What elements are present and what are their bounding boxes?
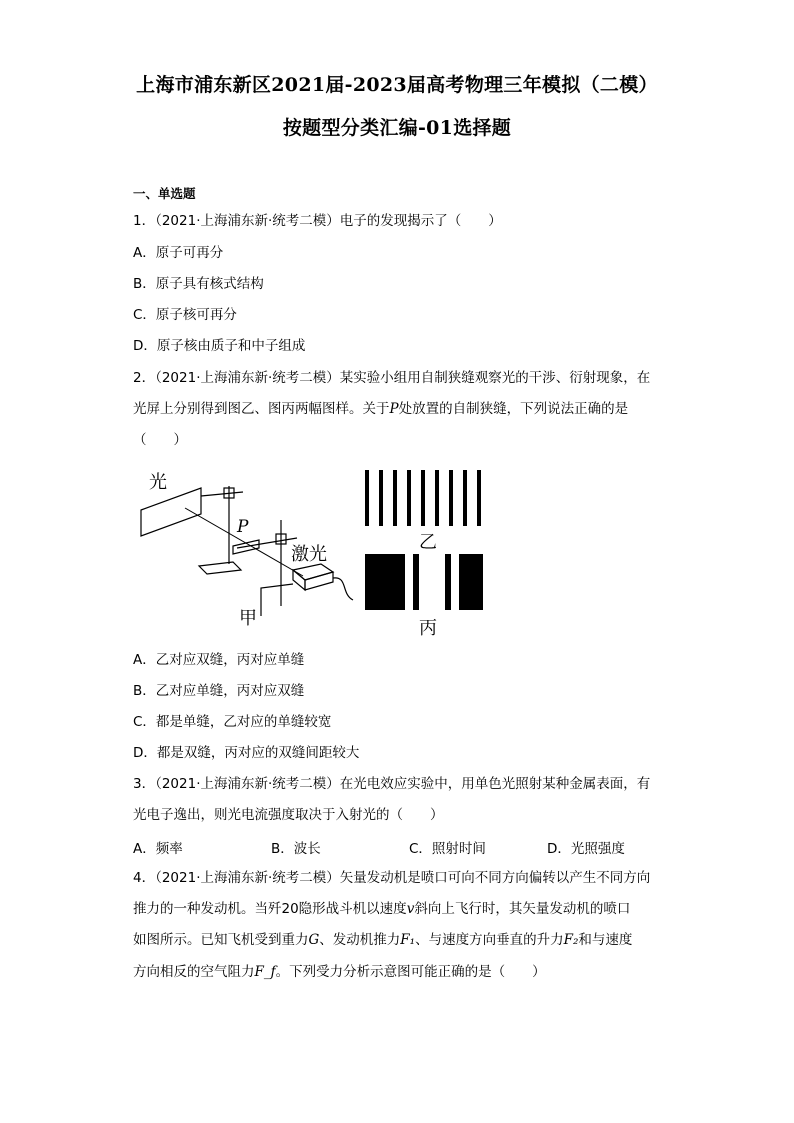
q3-option-a: A．频率	[133, 841, 183, 857]
q1-option-c: C．原子核可再分	[133, 307, 237, 323]
q4-stem-line4-part1: 方向相反的空气阻力	[133, 964, 255, 980]
q3-option-d: D．光照强度	[547, 841, 625, 857]
q2-stem-line2-part1: 光屏上分别得到图乙、图丙两幅图样。关于	[133, 401, 390, 417]
q4-symbol-f1: F₁	[400, 932, 416, 948]
label-laser: 激光	[291, 544, 327, 565]
q4-stem-line2-part2: 斜向上飞行时，其矢量发动机的喷口	[414, 901, 631, 917]
q4-stem-line4	[133, 962, 546, 982]
q2-option-a: A．乙对应双缝，丙对应单缝	[133, 652, 305, 668]
fringe-yi-7	[449, 470, 453, 526]
q4-symbol-ff: F_f	[254, 964, 276, 980]
fringe-bing-2	[413, 554, 419, 610]
laser-device-front	[293, 570, 305, 590]
q3-stem-line1: 3．（2021·上海浦东新·统考二模）在光电效应实验中，用单色光照射某种金属表面，有	[133, 776, 651, 792]
q1-option-d: D．原子核由质子和中子组成	[133, 338, 306, 354]
q2-figure	[133, 466, 493, 638]
pattern-yi	[365, 470, 481, 526]
label-jia: 甲	[239, 608, 257, 629]
q2-option-b: B．乙对应单缝，丙对应双缝	[133, 683, 305, 699]
q2-option-c: C．都是单缝，乙对应的单缝较宽	[133, 714, 332, 730]
q4-stem-line3-part4: 和与速度	[578, 932, 633, 948]
q4-stem-line2-part1: 推力的一种发动机。当歼20隐形战斗机以速度	[133, 901, 407, 917]
q2-stem-line2	[133, 399, 628, 419]
fringe-yi-1	[365, 470, 369, 526]
middle-stand-base	[261, 584, 293, 616]
q3-option-c: C．照射时间	[409, 841, 486, 857]
label-p: P	[237, 517, 249, 537]
fringe-yi-8	[463, 470, 467, 526]
q2-symbol-p: P	[389, 401, 399, 417]
fringe-yi-5	[421, 470, 425, 526]
fringe-bing-4	[459, 554, 483, 610]
document-title-line2: 按题型分类汇编-01选择题	[282, 117, 512, 139]
document-title-line1: 上海市浦东新区2021届-2023届高考物理三年模拟（二模）	[136, 74, 658, 96]
left-stand-arm	[201, 492, 243, 496]
left-stand-base	[199, 562, 241, 574]
fringe-yi-9	[477, 470, 481, 526]
q4-symbol-v: v	[406, 901, 415, 917]
q2-stem-line1: 2．（2021·上海浦东新·统考二模）某实验小组用自制狭缝观察光的干涉、衍射现象，在	[133, 370, 651, 386]
label-bing: 丙	[419, 618, 437, 638]
q1-option-a: A．原子可再分	[133, 245, 224, 261]
q4-stem-line3-part3: 、与速度方向垂直的升力	[415, 932, 564, 948]
q4-symbol-f2: F₂	[563, 932, 579, 948]
q1-option-b: B．原子具有核式结构	[133, 276, 264, 292]
fringe-yi-6	[435, 470, 439, 526]
section-heading: 一、单选题	[133, 186, 196, 201]
q3-stem-line2: 光电子逸出，则光电流强度取决于入射光的（ ）	[133, 807, 444, 823]
fringe-bing-1	[365, 554, 405, 610]
q4-stem-line2	[133, 899, 630, 919]
fringe-bing-3	[445, 554, 451, 610]
laser-cable	[333, 578, 353, 600]
q4-symbol-g: G	[308, 932, 320, 948]
q2-stem-line2-part2: 处放置的自制狭缝，下列说法正确的是	[398, 401, 629, 417]
q4-stem-line1: 4．（2021·上海浦东新·统考二模）矢量发动机是喷口可向不同方向偏转以产生不同方向	[133, 870, 651, 886]
q4-stem-line4-part2: 。下列受力分析示意图可能正确的是（ ）	[275, 964, 546, 980]
q4-stem-line3-part2: 、发动机推力	[319, 932, 401, 948]
q4-stem-line3	[133, 930, 632, 950]
laser-device-side	[305, 572, 333, 590]
q2-stem-line3: （ ）	[133, 432, 187, 448]
fringe-yi-3	[393, 470, 397, 526]
label-yi: 乙	[419, 532, 437, 553]
q3-option-b: B．波长	[271, 841, 321, 857]
q4-stem-line3-part1: 如图所示。已知飞机受到重力	[133, 932, 309, 948]
pattern-bing	[365, 554, 483, 610]
fringe-yi-2	[379, 470, 383, 526]
q1-stem: 1．（2021·上海浦东新·统考二模）电子的发现揭示了（ ）	[133, 213, 502, 229]
fringe-yi-4	[407, 470, 411, 526]
label-light: 光	[149, 472, 167, 493]
q2-option-d: D．都是双缝，丙对应的双缝间距较大	[133, 745, 360, 761]
